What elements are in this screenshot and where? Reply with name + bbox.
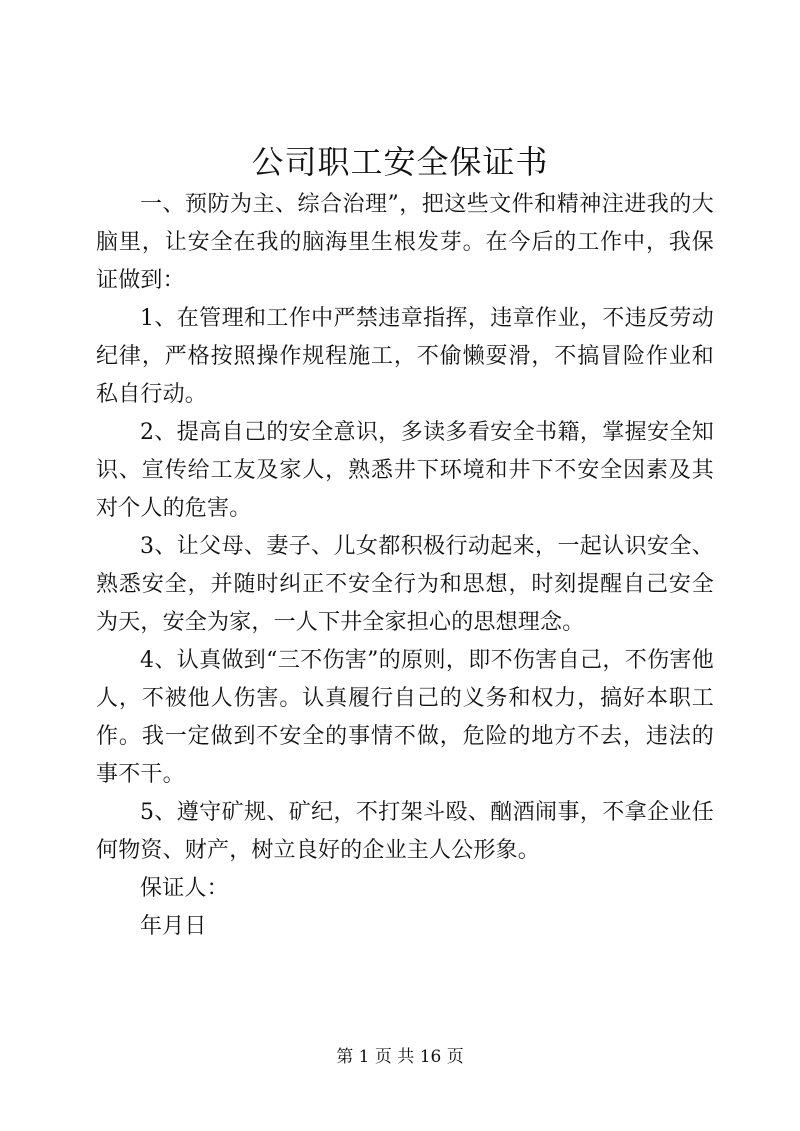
paragraph-item-1: 1、在管理和工作中严禁违章指挥，违章作业，不违反劳动纪律，严格按照操作规程施工，不偷懒耍滑，不搞冒险作业和私自行动。	[96, 306, 714, 407]
paragraph-item-4: 4、认真做到“三不伤害”的原则，即不伤害自己，不伤害他人，不被他人伤害。认真履行自己的义务和权力，搞好本职工作。我一定做到不安全的事情不做，危险的地方不去，违法的事不干。	[96, 648, 714, 787]
paragraph-item-3: 3、让父母、妻子、儿女都积极行动起来，一起认识安全、熟悉安全，并随时纠正不安全行为和思想，时刻提醒自己安全为天，安全为家，一人下井全家担心的思想理念。	[96, 534, 714, 635]
paragraph-intro: 一、预防为主、综合治理”，把这些文件和精神注进我的大脑里，让安全在我的脑海里生根发芽。在今后的工作中，我保证做到：	[96, 192, 714, 293]
document-body	[96, 186, 714, 946]
paragraph-item-2: 2、提高自己的安全意识，多读多看安全书籍，掌握安全知识、宣传给工友及家人，熟悉井下环境和井下不安全因素及其对个人的危害。	[96, 420, 714, 521]
guarantor-label: 保证人：	[140, 876, 229, 901]
document-title: 公司职工安全保证书	[251, 143, 549, 181]
paragraph-item-5: 5、遵守矿规、矿纪，不打架斗殴、酗酒闹事，不拿企业任何物资、财产，树立良好的企业主人公形象。	[96, 800, 714, 863]
date-line: 年月日	[140, 914, 207, 939]
page-number-footer: 第 1 页 共 16 页	[336, 1047, 464, 1067]
